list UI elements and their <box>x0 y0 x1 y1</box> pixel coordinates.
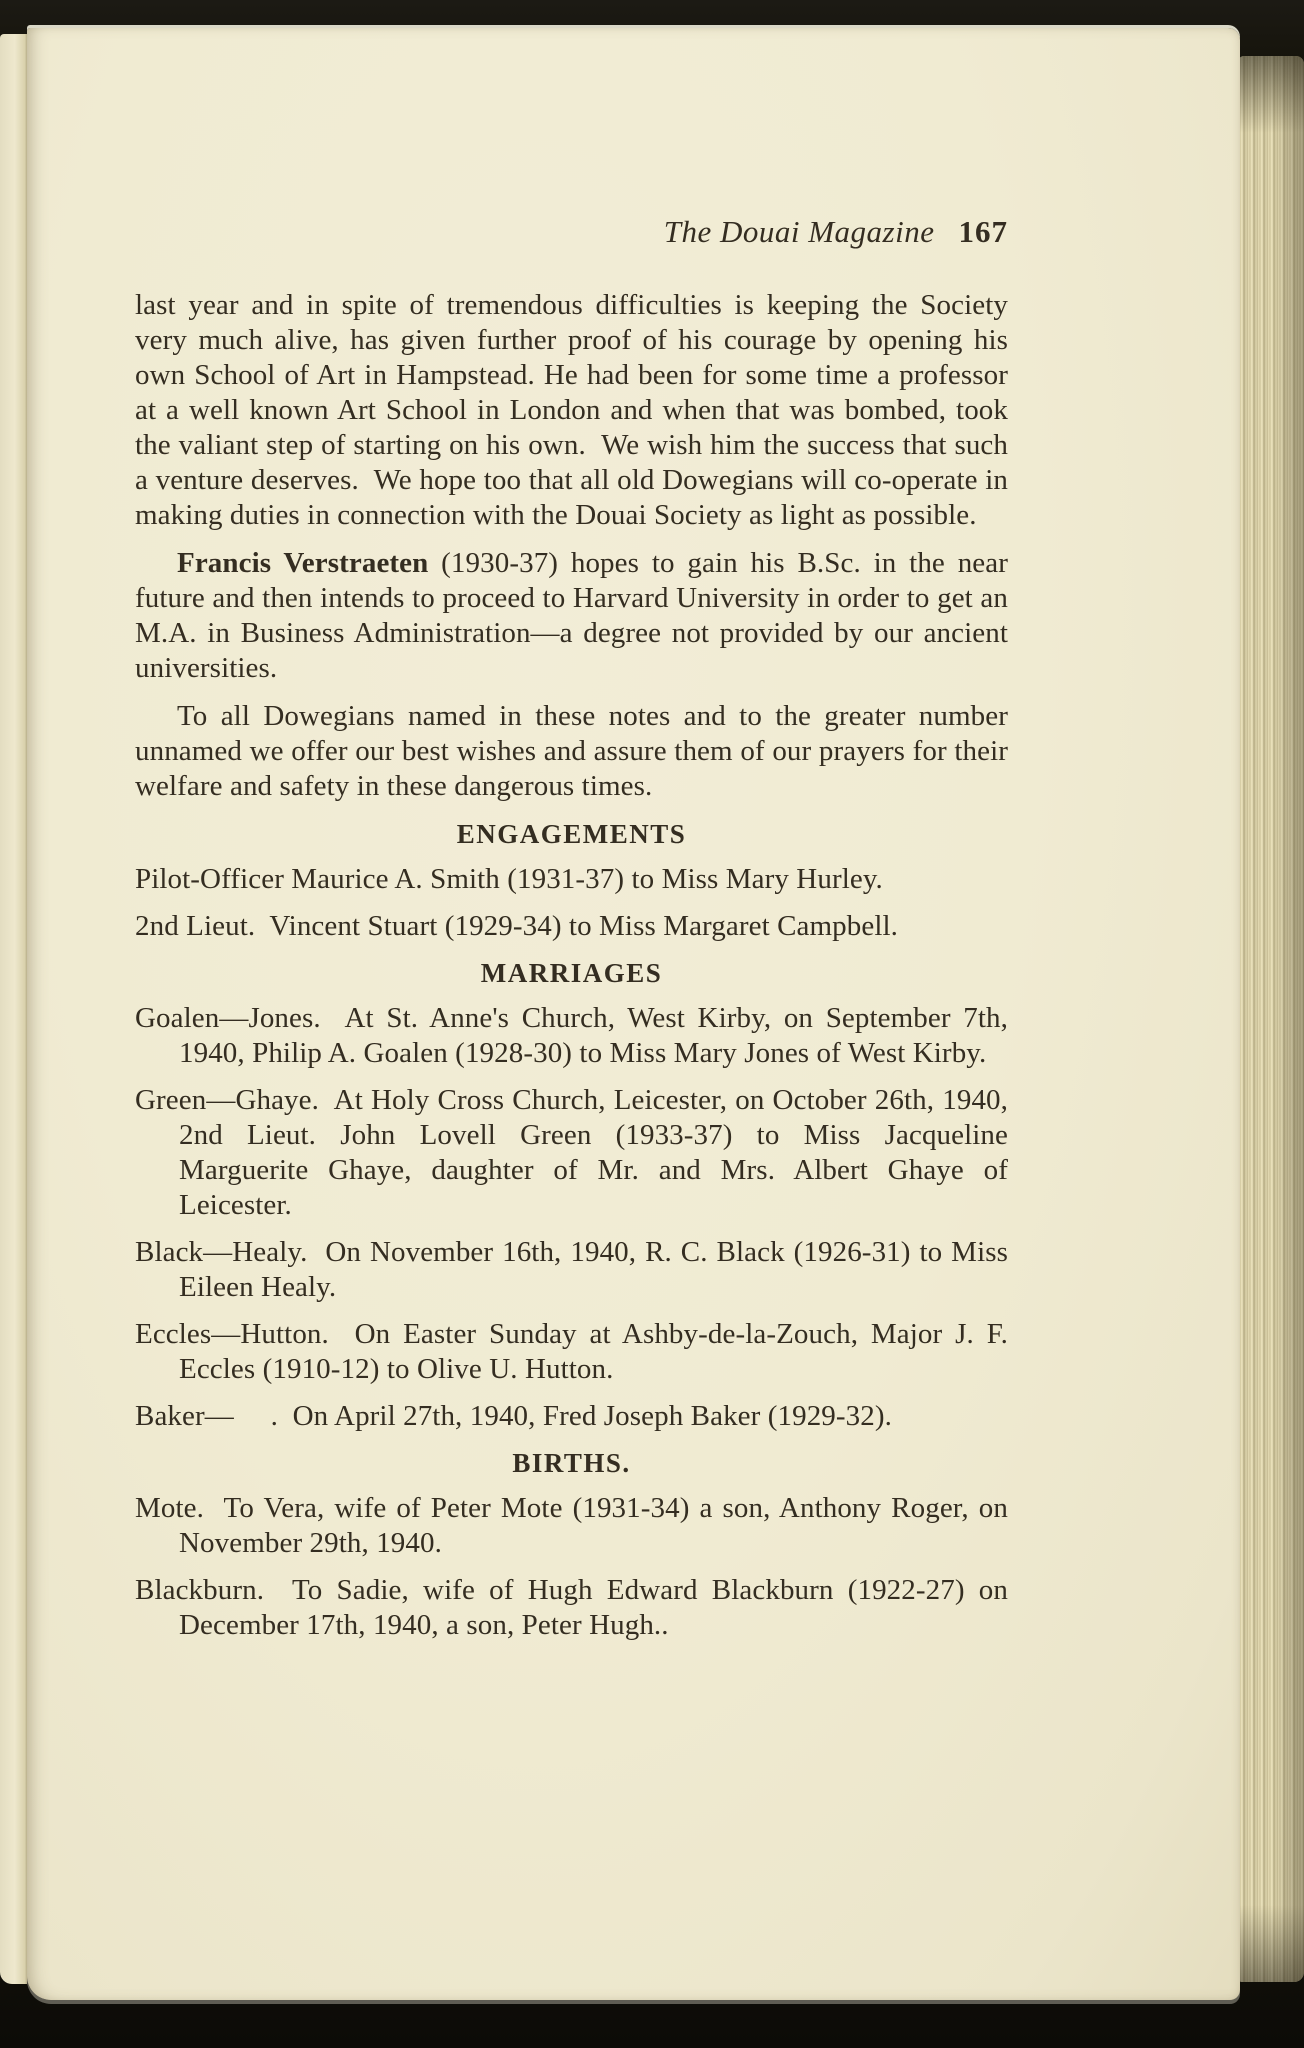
section-heading-engagements: ENGAGEMENTS <box>456 819 687 849</box>
engagement-entry: Pilot-Officer Maurice A. Smith (1931-37) to Miss Mary Hurley. <box>135 863 883 895</box>
magazine-page <box>27 28 1240 2000</box>
marriage-entry: Baker— . On April 27th, 1940, Fred Joseph Baker (1929-32). <box>135 1400 892 1432</box>
marriage-entry: Goalen—Jones. At St. Anne's Church, West Kirby, on September 7th, 1940, Philip A. Goalen (1928-30) to Miss Mary Jones of West Kirby. <box>135 1002 1008 1069</box>
page-edges-stack <box>1238 56 1304 1982</box>
marriage-entry: Eccles—Hutton. On Easter Sunday at Ashby-de-la-Zouch, Major J. F. Eccles (1910-12) to Olive U. Hutton. <box>135 1318 1008 1385</box>
page-number: 167 <box>958 214 1008 249</box>
birth-entry: Mote. To Vera, wife of Peter Mote (1931-34) a son, Anthony Roger, on November 29th, 1940. <box>135 1492 1008 1559</box>
marriage-entry: Green—Ghaye. At Holy Cross Church, Leicester, on October 26th, 1940, 2nd Lieut. John Lovell Green (1933-37) to Miss Jacqueline Marguerite Ghaye, daughter of Mr. and Mrs. Albert Ghaye of Leicester. <box>135 1084 1008 1221</box>
running-header <box>135 214 1008 250</box>
section-heading-births: BIRTHS. <box>512 1448 631 1478</box>
birth-entry: Blackburn. To Sadie, wife of Hugh Edward Blackburn (1922-27) on December 17th, 1940, a son, Peter Hugh.. <box>135 1574 1008 1641</box>
paragraph-best-wishes: To all Dowegians named in these notes and to the greater number unnamed we offer our best wishes and assure them of our prayers for their welfare and safety in these dangerous times. <box>135 700 1008 802</box>
page-body <box>135 288 1008 1643</box>
journal-title: The Douai Magazine <box>663 214 935 249</box>
paragraph-verstraeten-text: (1930-37) hopes to gain his B.Sc. in the near future and then intends to proceed to Harvard University in order to get an M.A. in Business Administration—a degree not provided by our ancient universities. <box>135 547 1008 684</box>
paragraph-verstraeten <box>135 546 1008 686</box>
person-name-bold: Francis Verstraeten <box>177 547 429 579</box>
engagement-entry: 2nd Lieut. Vincent Stuart (1929-34) to Miss Margaret Campbell. <box>135 910 899 942</box>
facing-page-edge <box>0 34 27 1984</box>
section-heading-marriages: MARRIAGES <box>480 958 663 988</box>
paragraph-society-notes: last year and in spite of tremendous difficulties is keeping the Society very much alive, has given further proof of his courage by opening his own School of Art in Hampstead. He had been for some time a professor at a well known Art School in London and when that was bombed, took the valiant step of starting on his own. We wish him the success that such a venture deserves. We hope too that all old Dowegians will co-operate in making duties in connection with the Douai Society as light as possible. <box>135 289 1008 531</box>
marriage-entry: Black—Healy. On November 16th, 1940, R. C. Black (1926-31) to Miss Eileen Healy. <box>135 1236 1008 1303</box>
